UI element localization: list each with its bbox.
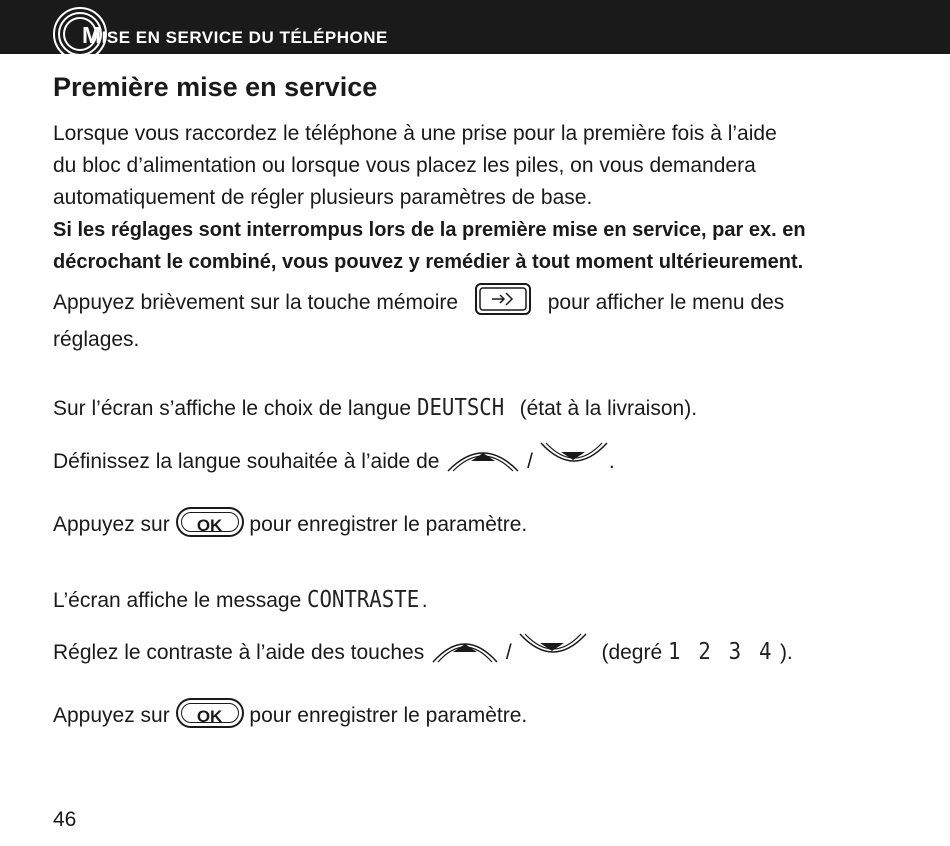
- memory-step: Appuyez brièvement sur la touche mémoire pour afficher le menu des: [53, 287, 784, 319]
- lcd-language: DEUTSCH: [416, 395, 505, 421]
- lcd-contrast: CONTRASTE: [307, 587, 420, 613]
- intro-line-2: du bloc d’alimentation ou lorsque vous placez les piles, on vous demandera: [53, 154, 756, 177]
- language-select: Définissez la langue souhaitée à l’aide de / .: [53, 446, 615, 478]
- up-arrow-key-icon: [430, 632, 500, 664]
- contrast-adjust: Réglez le contraste à l’aide des touches / (degré 1 2 3 4 ).: [53, 636, 793, 669]
- note-line-2: décrochant le combiné, vous pouvez y remédier à tout moment ultérieurement.: [53, 251, 804, 273]
- note-line-1: Si les réglages sont interrompus lors de la première mise en service, par ex. en: [53, 219, 806, 241]
- memory-step-line-2: réglages.: [53, 328, 140, 351]
- page-number: 46: [53, 808, 77, 831]
- page-header: [0, 0, 950, 54]
- up-arrow-key-icon: [445, 441, 521, 473]
- down-arrow-key-icon: [518, 632, 588, 664]
- header-title: MISE EN SERVICE DU TÉLÉPHONE: [82, 22, 388, 48]
- contrast-display: L’écran affiche le message CONTRASTE .: [53, 584, 428, 617]
- ok-key-icon: OK: [176, 698, 244, 728]
- section-title: Première mise en service: [53, 72, 378, 102]
- lcd-contrast-levels: 1 2 3 4: [668, 639, 775, 665]
- save-step-2: Appuyez sur OK pour enregistrer le paramètre.: [53, 700, 527, 732]
- intro-line-3: automatiquement de régler plusieurs paramètres de base.: [53, 186, 593, 209]
- language-display: Sur l’écran s’affiche le choix de langue DEUTSCH (état à la livraison).: [53, 392, 697, 425]
- down-arrow-key-icon: [539, 441, 609, 473]
- intro-line-1: Lorsque vous raccordez le téléphone à une prise pour la première fois à l’aide: [53, 122, 777, 145]
- save-step-1: Appuyez sur OK pour enregistrer le paramètre.: [53, 509, 527, 541]
- memory-key-icon: [474, 282, 532, 316]
- ok-key-icon: OK: [176, 507, 244, 537]
